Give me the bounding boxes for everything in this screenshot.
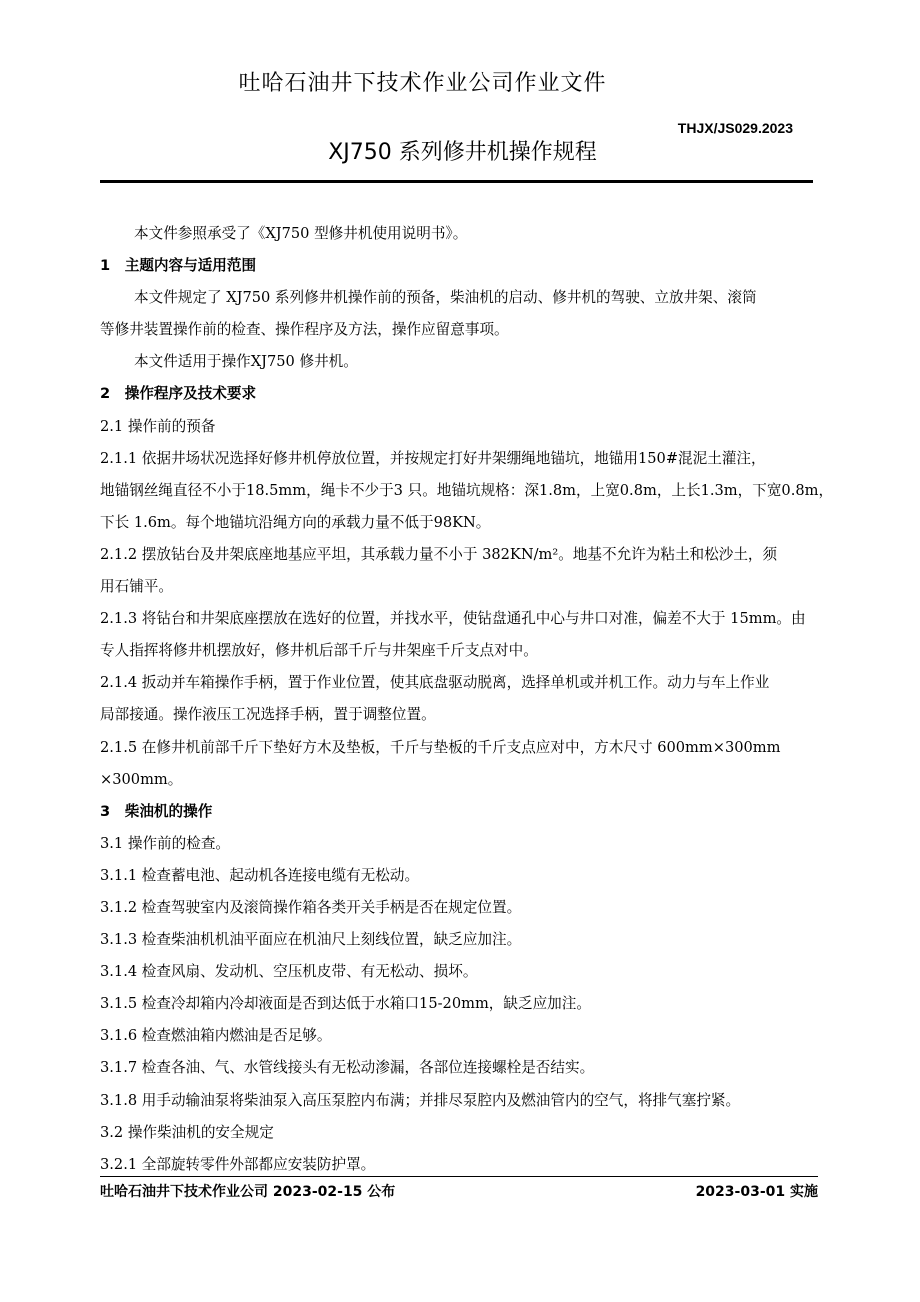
text-line: 3.1.6 检查燃油箱内燃油是否足够。 bbox=[100, 1027, 332, 1045]
section-heading: 1 主题内容与适用范围 bbox=[100, 257, 257, 275]
text-line: ×300mm。 bbox=[100, 770, 183, 788]
text-line: 3.1.3 检查柴油机机油平面应在机油尺上刻线位置，缺乏应加注。 bbox=[100, 931, 522, 949]
text-line: 本文件参照承受了《XJ750 型修井机使用说明书》。 bbox=[134, 225, 468, 242]
text-line: 专人指挥将修井机摆放好，修井机后部千斤与井架座千斤支点对中。 bbox=[100, 642, 538, 660]
text-line: 3.1.7 检查各油、气、水管线接头有无松动渗漏，各部位连接螺栓是否结实。 bbox=[100, 1059, 595, 1077]
section-heading: 2 操作程序及技术要求 bbox=[100, 385, 257, 403]
text-line: 3.1.1 检查蓄电池、起动机各连接电缆有无松动。 bbox=[100, 866, 420, 884]
text-line: 3.1.4 检查风扇、发动机、空压机皮带、有无松动、损坏。 bbox=[100, 963, 478, 981]
document-code: THJX/JS029.2023 bbox=[677, 120, 793, 136]
section-heading: 3 柴油机的操作 bbox=[100, 802, 213, 820]
document-body bbox=[100, 218, 834, 1181]
footer-effective-date: 2023-03-01 实施 bbox=[695, 1184, 818, 1200]
text-line: 2.1.3 将钻台和井架底座摆放在选好的位置，并找水平，使钻盘通孔中心与井口对准，偏差不大于 15mm。由 bbox=[100, 610, 806, 628]
text-line: 2.1.2 摆放钻台及井架底座地基应平坦，其承载力量不小于 382KN/m²。地基不允许为粘土和松沙土，须 bbox=[100, 545, 778, 563]
text-line: 2.1.1 依据井场状况选择好修井机停放位置，并按规定打好井架绷绳地锚坑，地锚用150#混泥土灌注， bbox=[100, 449, 766, 467]
text-line: 等修井装置操作前的检查、操作程序及方法，操作应留意事项。 bbox=[100, 321, 509, 339]
footer-divider bbox=[100, 1176, 818, 1177]
text-line: 3.1.8 用手动输油泵将柴油泵入高压泵腔内布满；并排尽泵腔内及燃油管内的空气，将排气塞拧紧。 bbox=[100, 1091, 741, 1109]
text-line: 本文件规定了 XJ750 系列修井机操作前的预备，柴油机的启动、修井机的驾驶、立放井架、滚筒 bbox=[134, 289, 757, 307]
company-header: 吐哈石油井下技术作业公司作业文件 bbox=[238, 71, 607, 96]
footer-publish-date: 吐哈石油井下技术作业公司 2023-02-15 公布 bbox=[100, 1184, 396, 1200]
text-line: 3.2 操作柴油机的安全规定 bbox=[100, 1123, 274, 1141]
text-line: 2.1.4 扳动并车箱操作手柄，置于作业位置，使其底盘驱动脱离，选择单机或并机工作。动力与车上作业 bbox=[100, 674, 770, 692]
text-line: 3.1.5 检查冷却箱内冷却液面是否到达低于水箱口15-20mm，缺乏应加注。 bbox=[100, 995, 591, 1013]
text-line: 3.2.1 全部旋转零件外部都应安装防护罩。 bbox=[100, 1155, 376, 1173]
text-line: 地锚钢丝绳直径不小于18.5mm，绳卡不少于3 只。地锚坑规格：深1.8m，上宽0.8m，上长1.3m，下宽0.8m， bbox=[100, 481, 834, 499]
text-line: 用石铺平。 bbox=[100, 578, 173, 596]
text-line: 本文件适用于操作XJ750 修井机。 bbox=[134, 353, 358, 371]
text-line: 3.1.2 检查驾驶室内及滚筒操作箱各类开关手柄是否在规定位置。 bbox=[100, 898, 522, 916]
text-line: 3.1 操作前的检查。 bbox=[100, 834, 231, 852]
text-line: 2.1.5 在修井机前部千斤下垫好方木及垫板，千斤与垫板的千斤支点应对中，方木尺寸 600mm×300mm bbox=[100, 738, 781, 756]
title-divider bbox=[100, 180, 813, 183]
text-line: 局部接通。操作液压工况选择手柄，置于调整位置。 bbox=[100, 706, 436, 724]
document-title: XJ750 系列修井机操作规程 bbox=[328, 140, 597, 165]
text-line: 下长 1.6m。每个地锚坑沿绳方向的承载力量不低于98KN。 bbox=[100, 513, 491, 531]
text-line: 2.1 操作前的预备 bbox=[100, 417, 216, 435]
